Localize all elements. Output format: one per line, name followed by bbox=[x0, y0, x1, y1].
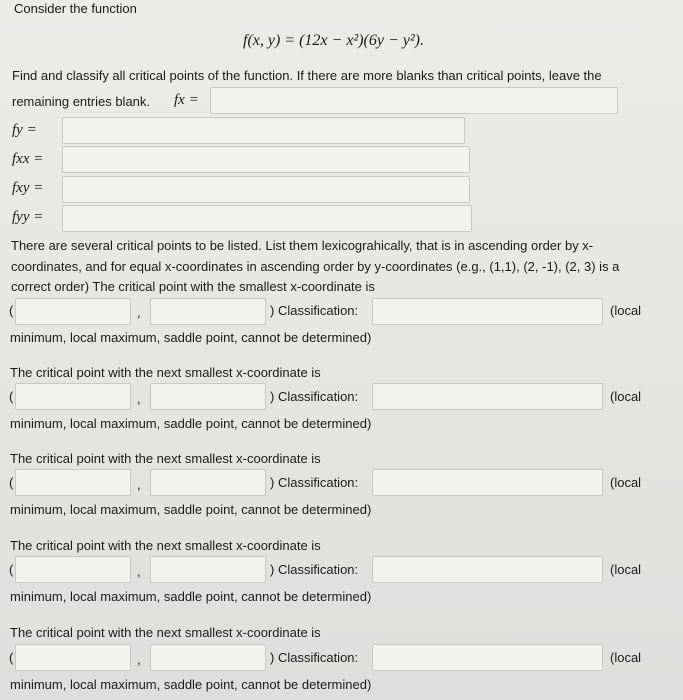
open-paren: ( bbox=[9, 562, 14, 577]
fxy-label: fxy = bbox=[12, 180, 44, 196]
ordering-line-1: There are several critical points to be listed. List them lexicograhically, that is in ascending order by x- bbox=[11, 238, 594, 253]
point-4-y-input[interactable] bbox=[150, 556, 266, 583]
next-point-prompt: The critical point with the next smallest x-coordinate is bbox=[10, 365, 321, 380]
point-2-x-input[interactable] bbox=[15, 383, 131, 410]
comma: , bbox=[137, 391, 141, 406]
fx-input[interactable] bbox=[210, 87, 618, 114]
local-label: (local bbox=[610, 650, 642, 665]
point-5-y-input[interactable] bbox=[150, 644, 266, 671]
point-1-x-input[interactable] bbox=[15, 298, 131, 325]
point-3-y-input[interactable] bbox=[150, 469, 266, 496]
fx-label: fx = bbox=[174, 92, 199, 108]
fyy-label: fyy = bbox=[12, 209, 44, 225]
point-4-classification-select[interactable] bbox=[372, 556, 603, 583]
local-label: (local bbox=[610, 303, 642, 318]
point-5-x-input[interactable] bbox=[15, 644, 131, 671]
next-point-prompt: The critical point with the next smallest x-coordinate is bbox=[10, 625, 321, 640]
fy-input[interactable] bbox=[62, 117, 465, 144]
classification-label: ) Classification: bbox=[270, 475, 359, 490]
intro-text: Consider the function bbox=[14, 1, 137, 16]
open-paren: ( bbox=[9, 475, 14, 490]
local-label: (local bbox=[610, 562, 642, 577]
next-point-prompt: The critical point with the next smallest x-coordinate is bbox=[10, 538, 321, 553]
instructions-line-1: Find and classify all critical points of the function. If there are more blanks than critical points, leave the bbox=[12, 68, 602, 83]
ordering-line-3: correct order) The critical point with the smallest x-coordinate is bbox=[11, 279, 375, 294]
classification-options: minimum, local maximum, saddle point, cannot be determined) bbox=[10, 416, 372, 431]
classification-label: ) Classification: bbox=[270, 303, 359, 318]
ordering-line-2: coordinates, and for equal x-coordinates in ascending order by y-coordinates (e.g., (1,1), (2, -1), (2, 3) is a bbox=[11, 259, 620, 274]
local-label: (local bbox=[610, 475, 642, 490]
classification-label: ) Classification: bbox=[270, 650, 359, 665]
classification-options: minimum, local maximum, saddle point, cannot be determined) bbox=[10, 330, 372, 345]
comma: , bbox=[137, 564, 141, 579]
point-3-classification-select[interactable] bbox=[372, 469, 603, 496]
fxy-input[interactable] bbox=[62, 176, 470, 203]
comma: , bbox=[137, 477, 141, 492]
comma: , bbox=[137, 652, 141, 667]
open-paren: ( bbox=[9, 389, 14, 404]
comma: , bbox=[137, 305, 141, 320]
point-2-y-input[interactable] bbox=[150, 383, 266, 410]
classification-options: minimum, local maximum, saddle point, cannot be determined) bbox=[10, 589, 372, 604]
point-1-classification-select[interactable] bbox=[372, 298, 603, 325]
function-formula: f(x, y) = (12x − x²)(6y − y²). bbox=[243, 32, 425, 49]
fxx-input[interactable] bbox=[62, 146, 470, 173]
open-paren: ( bbox=[9, 303, 14, 318]
point-3-x-input[interactable] bbox=[15, 469, 131, 496]
classification-label: ) Classification: bbox=[270, 389, 359, 404]
point-2-classification-select[interactable] bbox=[372, 383, 603, 410]
instructions-line-2: remaining entries blank. bbox=[12, 94, 151, 109]
fxx-label: fxx = bbox=[12, 151, 44, 167]
point-5-classification-select[interactable] bbox=[372, 644, 603, 671]
open-paren: ( bbox=[9, 650, 14, 665]
point-1-y-input[interactable] bbox=[150, 298, 266, 325]
fyy-input[interactable] bbox=[62, 205, 472, 232]
fy-label: fy = bbox=[12, 122, 37, 138]
classification-options: minimum, local maximum, saddle point, cannot be determined) bbox=[10, 677, 372, 692]
classification-label: ) Classification: bbox=[270, 562, 359, 577]
point-4-x-input[interactable] bbox=[15, 556, 131, 583]
classification-options: minimum, local maximum, saddle point, cannot be determined) bbox=[10, 502, 372, 517]
next-point-prompt: The critical point with the next smallest x-coordinate is bbox=[10, 451, 321, 466]
local-label: (local bbox=[610, 389, 642, 404]
